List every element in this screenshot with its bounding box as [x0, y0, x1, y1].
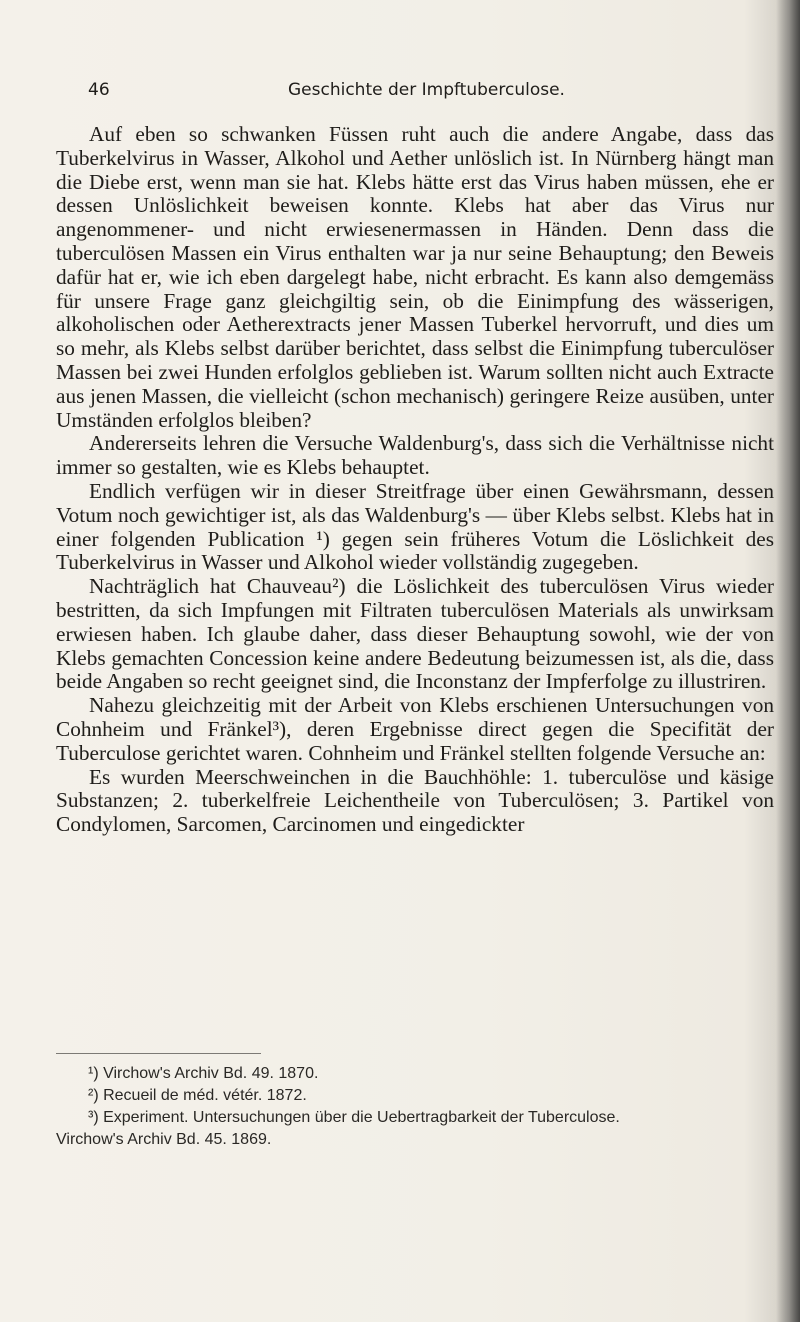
footnotes — [56, 1063, 772, 1151]
paragraph: Andererseits lehren die Versuche Waldenburg's, dass sich die Verhältnisse nicht immer so gestalten, wie es Klebs behauptet. — [56, 431, 774, 480]
running-title: Geschichte der Impftuberculose. — [288, 80, 565, 100]
footnote: ²) Recueil de méd. vétér. 1872. — [88, 1087, 307, 1104]
paragraph: Es wurden Meerschweinchen in die Bauchhöhle: 1. tuberculöse und käsige Substanzen; 2. tuberkelfreie Leichentheile von Tuberculösen; 3. Partikel von Condylomen, Sarcomen, Carcinomen und eingedickter — [56, 764, 774, 837]
footnote-divider — [56, 1053, 261, 1054]
footnote: ¹) Virchow's Archiv Bd. 49. 1870. — [88, 1065, 319, 1082]
paragraph: Nachträglich hat Chauveau²) die Löslichkeit des tuberculösen Virus wieder bestritten, da sich Impfungen mit Filtraten tuberculösen Materials als unwirksam erwiesen haben. Ich glaube daher, dass dieser Behauptung sowohl, wie der von Klebs gemachten Concession keine andere Bedeutung beizumessen ist, als die, dass beide Angaben so recht geeignet sind, die Inconstanz der Impferfolge zu illustriren. — [56, 574, 774, 694]
body-text — [56, 123, 774, 837]
paragraph: Auf eben so schwanken Füssen ruht auch die andere Angabe, dass das Tuberkelvirus in Wasser, Alkohol und Aether unlöslich ist. In Nürnberg hängt man die Diebe erst, wenn man sie hat. Klebs hätte erst das Virus haben müssen, ehe er dessen Unlöslichkeit beweisen konnte. Klebs hat aber das Virus nur angenommener- und nicht erwiesenermassen in Händen. Denn dass die tuberculösen Massen ein Virus enthalten war ja nur seine Behauptung; den Beweis dafür hat er, wie ich eben dargelegt habe, nicht erbracht. Es kann also demgemäss für unsere Frage ganz gleichgiltig sein, ob die Einimpfung des wässerigen, alkoholischen oder Aetherextracts jener Massen Tuberkel hervorruft, und dies um so mehr, als Klebs selbst darüber berichtet, dass selbst die Einimpfung tuberculöser Massen bei zwei Hunden erfolglos geblieben ist. Warum sollten nicht auch Extracte aus jenen Massen, die vielleicht (schon mechanisch) geringere Reize ausüben, unter Umständen erfolglos bleiben? — [56, 122, 774, 432]
page-header — [88, 80, 768, 108]
paragraph: Nahezu gleichzeitig mit der Arbeit von Klebs erschienen Untersuchungen von Cohnheim und Fränkel³), deren Ergebnisse direct gegen die Specifität der Tuberculose gerichtet waren. Cohnheim und Fränkel stellten folgende Versuche an: — [56, 693, 774, 765]
page-edge-shadow — [776, 0, 800, 1322]
footnote: ³) Experiment. Untersuchungen über die Uebertragbarkeit der Tuberculose. — [88, 1109, 620, 1126]
page-number: 46 — [88, 80, 110, 100]
footnote-continuation: Virchow's Archiv Bd. 45. 1869. — [56, 1131, 272, 1148]
paragraph: Endlich verfügen wir in dieser Streitfrage über einen Gewährsmann, dessen Votum noch gewichtiger ist, als das Waldenburg's — über Klebs selbst. Klebs hat in einer folgenden Publication ¹) gegen sein früheres Votum die Löslichkeit des Tuberkelvirus in Wasser und Alkohol wieder vollständig zugegeben. — [56, 478, 774, 575]
